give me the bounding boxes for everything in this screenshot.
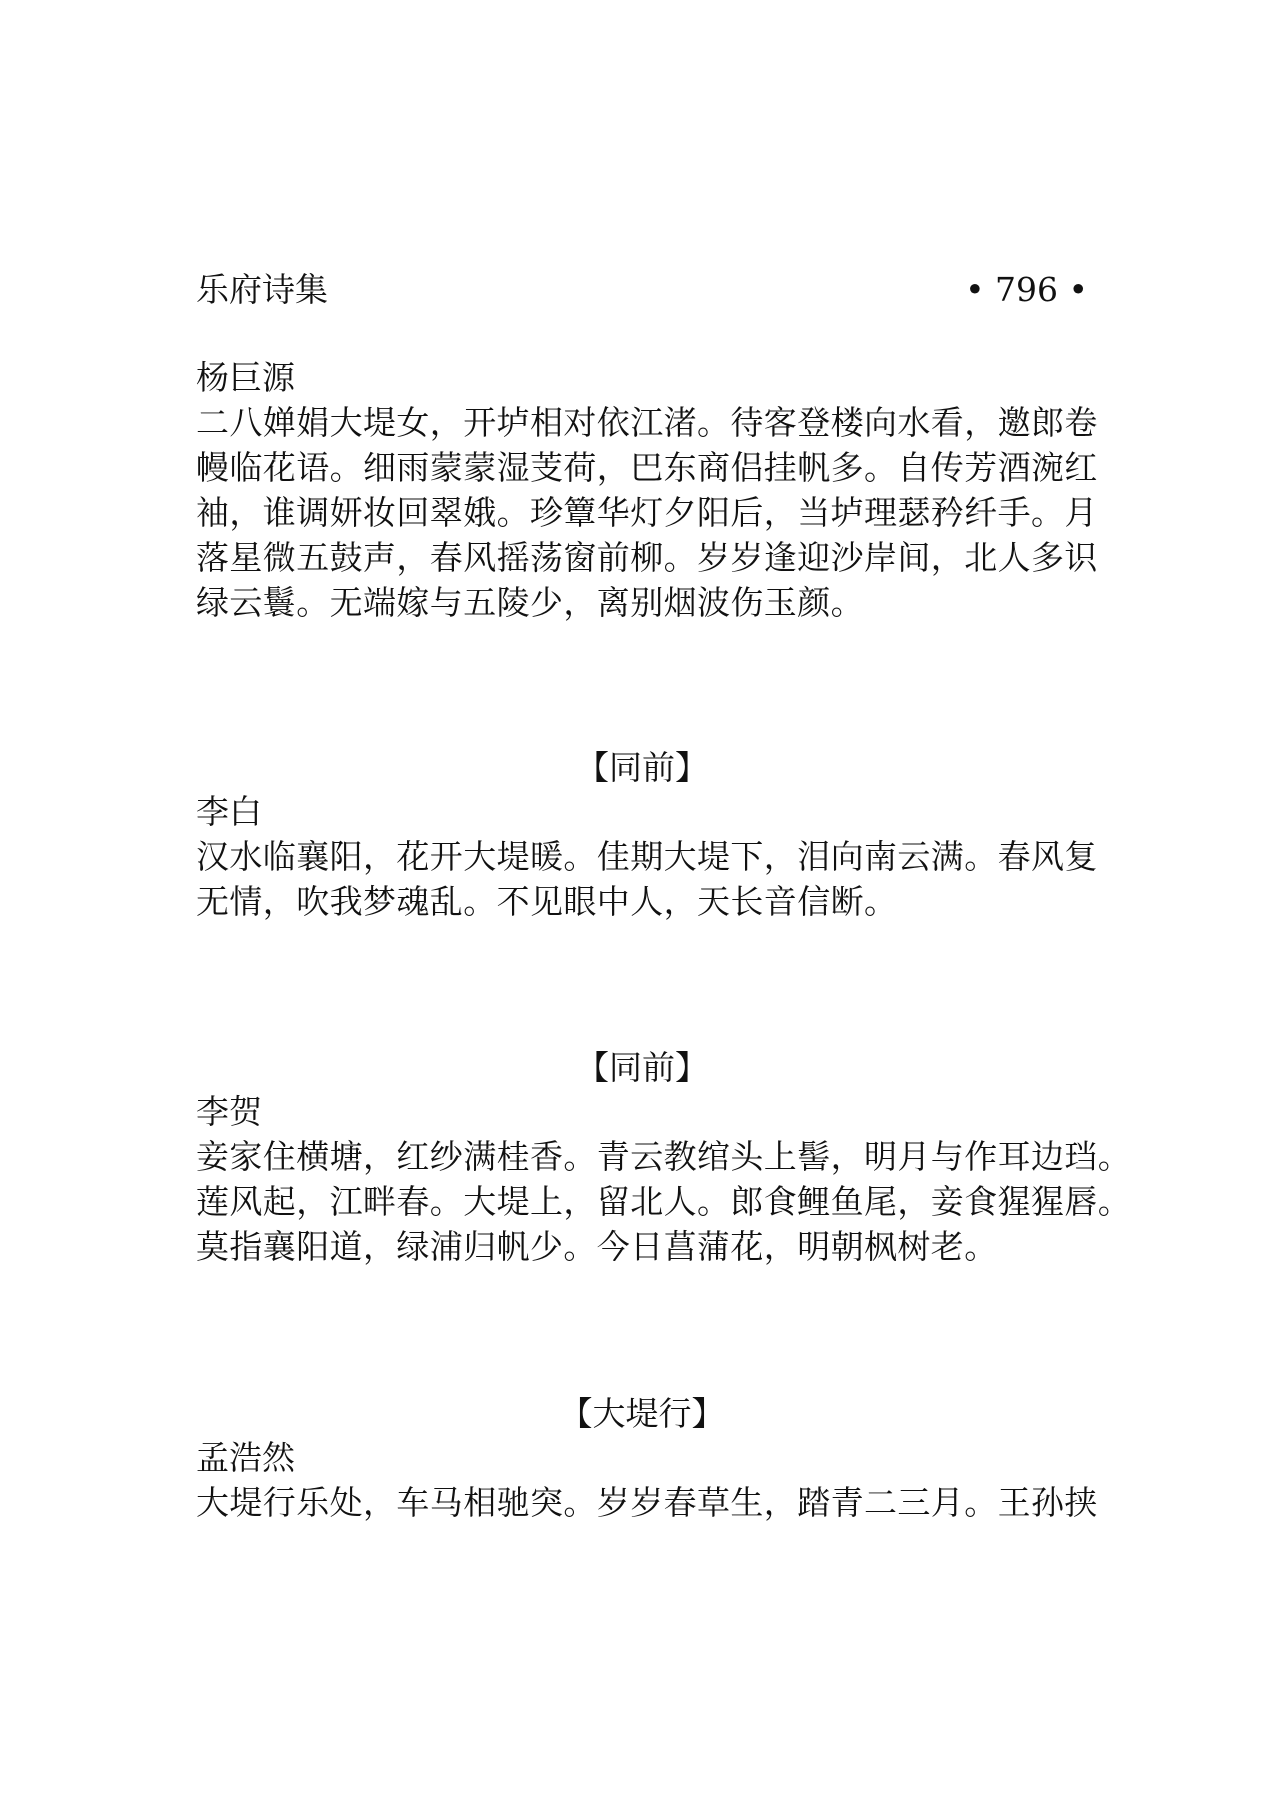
poem-heading: 【同前】 bbox=[576, 1048, 708, 1087]
poem-line: 汉水临襄阳，花开大堤暖。佳期大堤下，泪向南云满。春风复 bbox=[196, 837, 1098, 876]
page-number: • 796 • bbox=[965, 270, 1088, 309]
poem-author: 李贺 bbox=[196, 1092, 262, 1131]
poem-line: 妾家住横塘，红纱满桂香。青云教绾头上髻，明月与作耳边珰。 bbox=[196, 1137, 1132, 1176]
poem-author: 李白 bbox=[196, 792, 262, 831]
poem-text bbox=[196, 1480, 1116, 1525]
poem-text bbox=[196, 1134, 1132, 1269]
poem-section-li-bai bbox=[196, 746, 1116, 924]
poem-line: 绿云鬟。无端嫁与五陵少，离别烟波伤玉颜。 bbox=[196, 583, 864, 622]
poem-section-li-he bbox=[196, 1046, 1132, 1269]
poem-line: 袖，谁调妍妆回翠娥。珍簟华灯夕阳后，当垆理瑟矜纤手。月 bbox=[196, 493, 1098, 532]
poem-line: 落星微五鼓声，春风摇荡窗前柳。岁岁逢迎沙岸间，北人多识 bbox=[196, 538, 1098, 577]
poem-line: 幔临花语。细雨蒙蒙湿芰荷，巴东商侣挂帆多。自传芳酒涴红 bbox=[196, 448, 1098, 487]
poem-author: 杨巨源 bbox=[196, 358, 295, 397]
poem-heading: 【大堤行】 bbox=[559, 1394, 725, 1433]
poem-line: 莲风起，江畔春。大堤上，留北人。郎食鲤鱼尾，妾食猩猩唇。 bbox=[196, 1182, 1132, 1221]
poem-heading: 【同前】 bbox=[576, 748, 708, 787]
poem-author: 孟浩然 bbox=[196, 1438, 295, 1477]
poem-text bbox=[196, 400, 1116, 625]
book-title: 乐府诗集 bbox=[196, 270, 328, 309]
poem-section-yang-juyuan bbox=[196, 356, 1116, 625]
poem-line: 二八婵娟大堤女，开垆相对依江渚。待客登楼向水看，邀郎卷 bbox=[196, 403, 1098, 442]
poem-line: 莫指襄阳道，绿浦归帆少。今日菖蒲花，明朝枫树老。 bbox=[196, 1227, 998, 1266]
poem-text bbox=[196, 834, 1116, 924]
poem-line: 大堤行乐处，车马相驰突。岁岁春草生，踏青二三月。王孙挟 bbox=[196, 1483, 1098, 1522]
poem-section-meng-haoran bbox=[196, 1392, 1116, 1525]
page-header bbox=[196, 268, 1088, 312]
poem-line: 无情，吹我梦魂乱。不见眼中人，天长音信断。 bbox=[196, 882, 898, 921]
